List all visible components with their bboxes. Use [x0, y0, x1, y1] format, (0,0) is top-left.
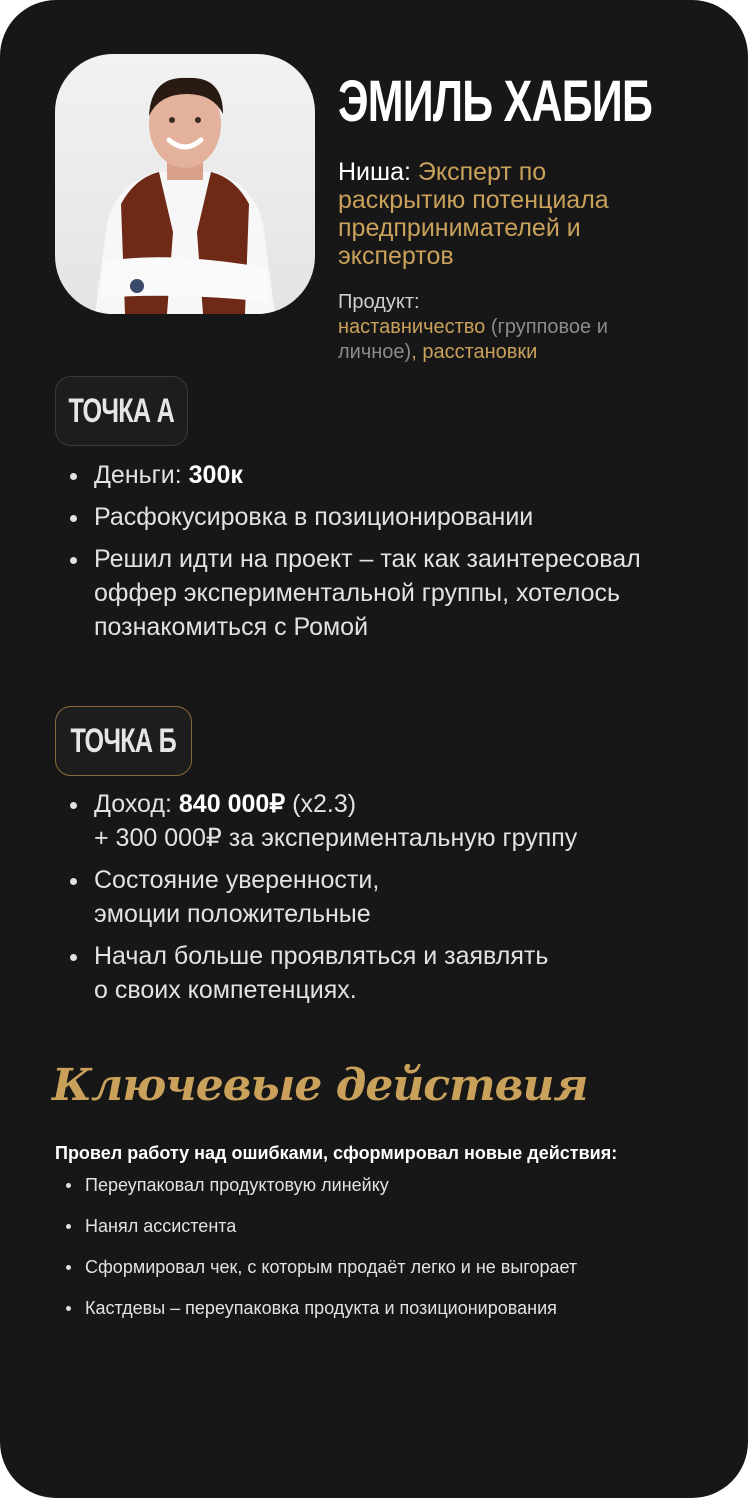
list-item: Нанял ассистента — [66, 1215, 706, 1237]
income-value: 840 000₽ — [178, 790, 286, 818]
point-b-title: ТОЧКА Б — [70, 721, 177, 760]
money-value: 300к — [188, 461, 243, 489]
product-main: наставничество — [338, 316, 486, 338]
income-label: Доход: — [94, 790, 172, 818]
point-b-list — [68, 787, 708, 1015]
list-item: Решил идти на проект – так как заинтересовал оффер экспериментальной группы, хотелось познакомиться с Ромой — [68, 542, 708, 644]
income-extra: + 300 000₽ за экспериментальную группу — [94, 824, 578, 852]
point-a-list — [68, 458, 708, 652]
list-item: Сформировал чек, с которым продаёт легко и не выгорает — [66, 1256, 706, 1278]
product-label: Продукт: — [338, 291, 420, 313]
list-item: Расфокусировка в позиционировании — [68, 500, 708, 534]
list-item: Кастдевы – переупаковка продукта и позиционирования — [66, 1297, 706, 1319]
profile-photo — [55, 54, 315, 314]
product-note: (групповое и личное) — [338, 316, 608, 363]
key-actions-title: Ключевые действия — [52, 1060, 588, 1111]
point-b-badge — [55, 706, 192, 776]
niche-label: Ниша: — [338, 158, 411, 186]
point-a-title: ТОЧКА А — [68, 391, 175, 430]
list-item — [68, 787, 708, 855]
point-a-badge — [55, 376, 188, 446]
product-extra: , расстановки — [411, 341, 538, 363]
list-item: Переупаковал продуктовую линейку — [66, 1174, 706, 1196]
key-actions-list — [66, 1174, 706, 1338]
key-actions-subtitle: Провел работу над ошибками, сформировал новые действия: — [55, 1143, 618, 1163]
list-item: Состояние уверенности, эмоции положительные — [68, 863, 434, 931]
income-multiplier: (x2.3) — [292, 790, 357, 818]
niche-value: Эксперт по раскрытию потенциала предпринимателей и экспертов — [338, 158, 609, 270]
person-name: ЭМИЛЬ ХАБИБ — [338, 69, 653, 134]
niche-block — [338, 158, 668, 270]
list-item: Начал больше проявляться и заявлять о своих компетенциях. — [68, 939, 554, 1007]
product-block — [338, 290, 668, 365]
list-item — [68, 458, 708, 492]
money-label: Деньги: — [94, 461, 182, 489]
